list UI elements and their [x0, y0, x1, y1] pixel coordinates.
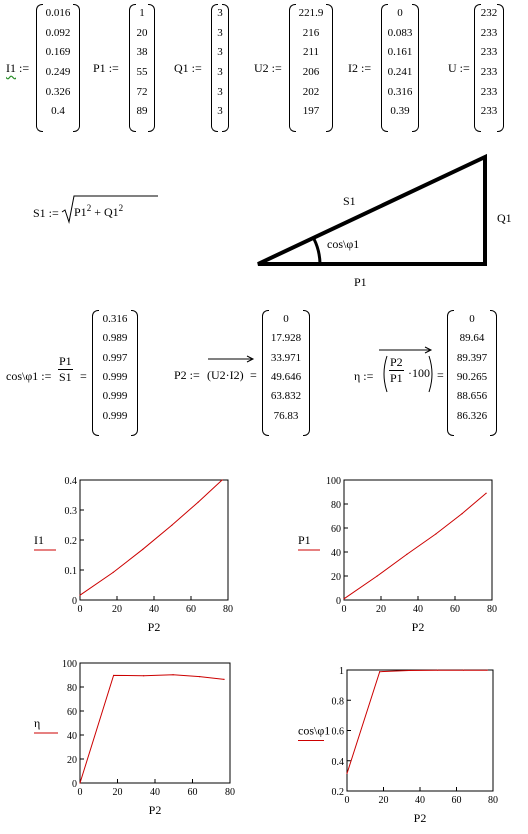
- vector-cell: 0.326: [45, 85, 71, 98]
- x-axis-label: P2: [147, 620, 161, 634]
- s1-radicand: $P1^2 + Q1^2$: [74, 203, 124, 219]
- vector-cell: 202: [302, 85, 320, 98]
- vector-cell: 0.999: [102, 409, 128, 422]
- y-tick-label: 0.6: [331, 726, 344, 738]
- vector-cell: 0.249: [45, 66, 71, 78]
- data-point: [377, 575, 378, 576]
- vector-cell: 3: [217, 26, 223, 39]
- x-tick-label: 60: [187, 787, 198, 798]
- x-tick-label: 40: [415, 795, 425, 806]
- data-point: [172, 674, 173, 675]
- vector-cell: 0.241: [387, 66, 413, 78]
- vector-cell: 0: [469, 313, 475, 325]
- x-axis-label: P2: [413, 811, 427, 825]
- y-tick-label: 40: [331, 548, 341, 559]
- vector-cell: 17.928: [270, 332, 302, 345]
- vector-cell: 0.4: [51, 105, 65, 118]
- vector-cell: 0.997: [102, 351, 128, 364]
- power-triangle: [250, 150, 528, 290]
- vector-cell: 89.397: [456, 351, 488, 364]
- x-tick-label: 0: [77, 787, 83, 798]
- data-point: [435, 533, 436, 534]
- x-tick-label: 60: [186, 604, 196, 615]
- y-axis-label: cos\φ1: [298, 723, 331, 738]
- vector-i1: [36, 4, 80, 132]
- p2-lhs: P2 :=: [174, 368, 200, 382]
- p2-vector: [262, 310, 310, 436]
- y-tick-label: 20: [331, 572, 341, 583]
- vector-cell: 20: [136, 26, 148, 39]
- vector-cell: 89: [136, 105, 148, 118]
- s1-label: S1 :=: [33, 206, 59, 220]
- vector-cell: 88.656: [456, 390, 488, 403]
- vector-label-i2: I2 :=: [348, 61, 372, 75]
- vector-cell: 0.016: [45, 7, 71, 19]
- chart-eta-vs-p2: [0, 654, 250, 826]
- y-tick-label: 0.8: [331, 696, 344, 708]
- vector-cell: 72: [136, 85, 148, 98]
- vector-cell: 0.989: [102, 332, 128, 345]
- vector-cell: 1: [139, 7, 145, 19]
- vector-cell: 38: [136, 46, 148, 59]
- series-line: [80, 675, 224, 783]
- y-tick-label: 40: [67, 731, 77, 742]
- data-point: [346, 773, 347, 774]
- x-tick-label: 20: [112, 787, 123, 798]
- vector-label-i1: I1 :=: [6, 61, 30, 75]
- vector-cell: 63.832: [270, 390, 302, 403]
- vector-i2: [381, 4, 419, 132]
- data-point: [408, 670, 409, 671]
- vector-label-u: U :=: [448, 61, 470, 75]
- vector-cell: 0.092: [45, 26, 71, 39]
- vector-u: [474, 4, 504, 132]
- x-tick-label: 0: [77, 604, 83, 615]
- chart-cosphi-vs-p2: [264, 654, 528, 834]
- vector-cell: 3: [217, 105, 223, 118]
- x-tick-label: 20: [378, 795, 389, 806]
- vector-cell: 0.083: [387, 26, 413, 39]
- y-tick-label: 60: [67, 707, 77, 718]
- vector-cell: 0.316: [102, 313, 128, 325]
- vector-cell: 33.971: [270, 351, 302, 364]
- y-tick-label: 0.1: [64, 566, 77, 577]
- vector-cell: 216: [302, 26, 320, 39]
- x-tick-label: 40: [149, 604, 159, 615]
- data-point: [143, 675, 144, 676]
- vector-label-u2: U2 :=: [254, 61, 282, 75]
- data-point: [197, 502, 198, 503]
- data-point: [113, 675, 114, 676]
- y-tick-label: 0: [72, 596, 77, 607]
- vector-q1: [211, 4, 229, 132]
- data-point: [461, 513, 462, 514]
- series-line: [347, 670, 487, 773]
- data-point: [343, 598, 344, 599]
- vector-cell: 0.999: [102, 371, 128, 383]
- y-tick-label: 0.2: [64, 536, 77, 547]
- vector-cell: 233: [480, 66, 498, 78]
- cosphi-lhs: cos\φ1 :=: [6, 369, 52, 383]
- vector-cell: 233: [480, 85, 498, 98]
- x-axis-label: P2: [411, 620, 425, 634]
- vector-cell: 3: [217, 66, 223, 78]
- data-point: [487, 670, 488, 671]
- cosphi-eq: =: [80, 369, 87, 383]
- triangle-angle-label: cos\φ1: [327, 237, 360, 251]
- data-point: [379, 671, 380, 672]
- vector-label-p1: P1 :=: [93, 61, 119, 75]
- x-tick-label: 80: [225, 787, 235, 798]
- cosphi-frac: $\frac{P1}{S1}$: [59, 354, 72, 384]
- y-tick-label: 0.3: [64, 506, 77, 517]
- vector-p1: [129, 4, 155, 132]
- data-point: [79, 595, 80, 596]
- data-point: [199, 676, 200, 677]
- x-tick-label: 20: [112, 604, 122, 615]
- y-axis-label: η: [34, 716, 41, 730]
- eta-times: ·100: [408, 366, 430, 380]
- vector-cell: 221.9: [298, 7, 324, 19]
- p2-expr: (U2·I2): [207, 368, 244, 382]
- y-tick-label: 100: [62, 659, 77, 670]
- vector-cell: 3: [217, 85, 223, 98]
- vector-cell: 0.999: [102, 390, 128, 403]
- y-tick-label: 0: [336, 596, 341, 607]
- vector-cell: 233: [480, 105, 498, 118]
- vector-cell: 3: [217, 7, 223, 19]
- eta-lhs: η :=: [354, 369, 374, 383]
- y-tick-label: 0.2: [331, 787, 344, 798]
- x-tick-label: 80: [487, 604, 497, 615]
- vector-cell: 206: [302, 66, 320, 78]
- y-tick-label: 80: [67, 683, 77, 694]
- triangle-vert-label: Q1: [497, 211, 512, 225]
- vector-cell: 0.39: [390, 105, 410, 118]
- y-tick-label: 0.4: [331, 756, 344, 768]
- vector-cell: 0.169: [45, 46, 71, 59]
- y-axis-label: P1: [298, 533, 311, 547]
- data-point: [142, 549, 143, 550]
- x-tick-label: 0: [344, 795, 350, 806]
- x-tick-label: 60: [450, 604, 460, 615]
- vector-u2: [289, 4, 333, 132]
- x-tick-label: 80: [223, 604, 233, 615]
- vector-cell: 89.64: [459, 332, 485, 345]
- vector-cell: 55: [136, 66, 148, 78]
- cosphi-vector: [92, 310, 138, 436]
- y-tick-label: 80: [331, 500, 341, 511]
- data-point: [486, 493, 487, 494]
- x-axis-label: P2: [148, 803, 162, 817]
- vector-cell: 197: [302, 105, 320, 118]
- vector-label-q1: Q1 :=: [174, 61, 202, 75]
- y-tick-label: 60: [331, 524, 341, 535]
- x-tick-label: 60: [451, 795, 462, 806]
- y-tick-label: 0.4: [64, 476, 77, 487]
- y-tick-label: 20: [67, 755, 77, 766]
- y-axis-label: I1: [34, 533, 44, 547]
- y-tick-label: 0: [72, 779, 77, 790]
- p2-eq: =: [250, 368, 257, 382]
- data-point: [406, 554, 407, 555]
- y-tick-label: 1: [339, 666, 344, 677]
- data-point: [171, 525, 172, 526]
- x-tick-label: 20: [376, 604, 386, 615]
- data-point: [463, 670, 464, 671]
- series-line: [344, 493, 486, 599]
- triangle-base-label: P1: [354, 275, 367, 289]
- vector-cell: 0.316: [387, 85, 413, 98]
- data-point: [79, 782, 80, 783]
- vector-cell: 76.83: [273, 409, 299, 422]
- eta-eq: =: [437, 368, 444, 382]
- vectorize-arrow: [207, 354, 255, 364]
- series-line: [80, 480, 222, 595]
- vector-cell: 232: [480, 7, 498, 19]
- data-point: [113, 572, 114, 573]
- vector-cell: 233: [480, 46, 498, 59]
- x-tick-label: 0: [341, 604, 347, 615]
- x-tick-label: 40: [413, 604, 423, 615]
- triangle-hyp-label: S1: [343, 194, 356, 208]
- plot-frame: [344, 480, 492, 600]
- data-point: [437, 670, 438, 671]
- vector-cell: 211: [302, 46, 320, 59]
- vector-cell: 0: [283, 313, 289, 325]
- vector-cell: 90.265: [456, 371, 488, 383]
- eta-vector: [447, 310, 497, 436]
- chart-p1-vs-p2: [264, 470, 528, 642]
- plot-frame: [347, 670, 493, 791]
- data-point: [222, 479, 223, 480]
- vector-cell: 0.161: [387, 46, 413, 59]
- data-point: [223, 679, 224, 680]
- x-tick-label: 80: [488, 795, 498, 806]
- y-tick-label: 100: [326, 476, 341, 487]
- vector-cell: 49.646: [270, 371, 302, 383]
- plot-frame: [80, 663, 230, 783]
- vector-cell: 86.326: [456, 409, 488, 422]
- vector-cell: 3: [217, 46, 223, 59]
- eta-frac: $\frac{P2}{P1}$: [390, 355, 403, 385]
- x-tick-label: 40: [150, 787, 160, 798]
- chart-i1-vs-p2: [0, 470, 250, 642]
- vector-cell: 233: [480, 26, 498, 39]
- vector-cell: 0: [397, 7, 403, 19]
